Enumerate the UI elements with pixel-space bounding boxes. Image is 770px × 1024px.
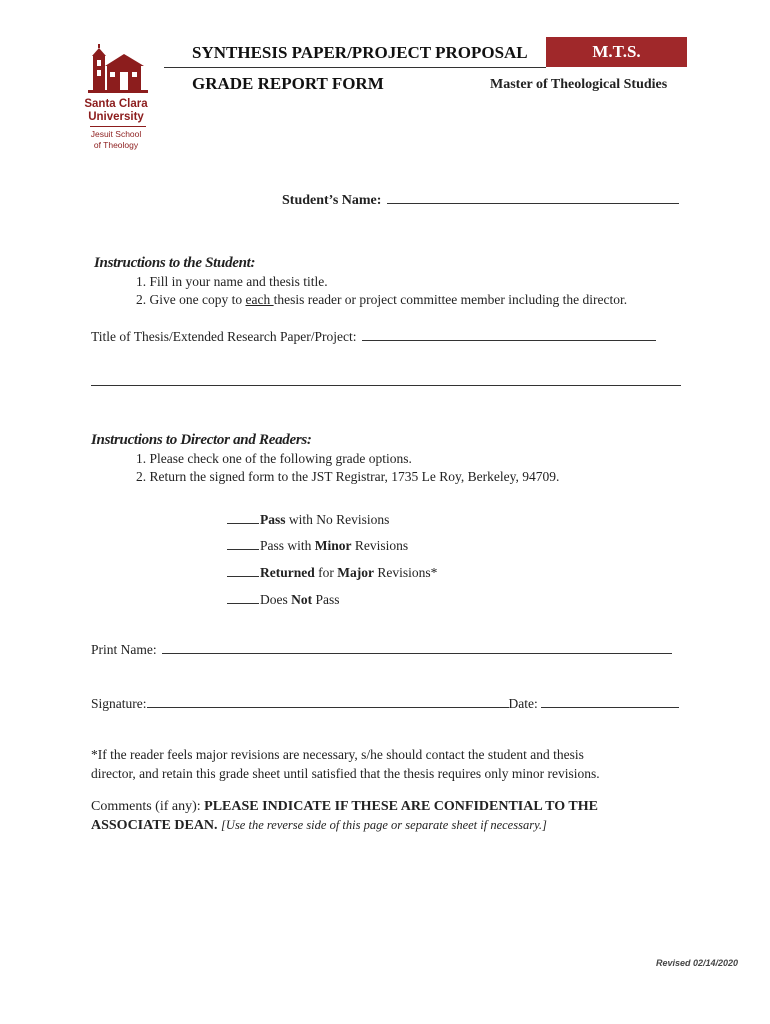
student-instruction-1: 1. Fill in your name and thesis title. [136, 274, 328, 289]
thesis-title-row [91, 329, 656, 345]
director-instructions-heading: Instructions to Director and Readers: [91, 432, 312, 448]
print-name-label: Print Name: [91, 642, 157, 657]
form-subtitle: GRADE REPORT FORM [192, 74, 384, 93]
student-instructions-heading: Instructions to the Student: [94, 255, 256, 271]
comments-line-1 [91, 799, 598, 815]
grade-check-blank[interactable] [227, 591, 259, 604]
thesis-title-field-line-2[interactable] [91, 385, 681, 386]
logo-line-3: Jesuit School [90, 129, 142, 139]
footnote-line-2: director, and retain this grade sheet until satisfied that the thesis requires only minor revisions. [91, 766, 600, 781]
signature-row [91, 696, 679, 712]
grade-check-blank[interactable] [227, 537, 259, 550]
grade-check-blank[interactable] [227, 511, 259, 524]
grade-check-blank[interactable] [227, 564, 259, 577]
comments-reverse-note: [Use the reverse side of this page or separate sheet if necessary.] [221, 818, 547, 832]
logo-line-2: University [88, 111, 144, 123]
mission-church-icon [84, 42, 156, 98]
student-instruction-2: 2. Give one copy to each thesis reader or project committee member including the director. [136, 292, 628, 307]
print-name-field[interactable] [162, 653, 672, 654]
degree-name: Master of Theological Studies [490, 77, 668, 92]
director-instruction-1: 1. Please check one of the following grade options. [136, 451, 412, 466]
comments-line-2: ASSOCIATE DEAN. [Use the reverse side of this page or separate sheet if necessary.] [91, 818, 547, 833]
director-instruction-2: 2. Return the signed form to the JST Registrar, 1735 Le Roy, Berkeley, 94709. [136, 469, 560, 484]
signature-label: Signature: [91, 696, 147, 711]
comments-confidential-note: PLEASE INDICATE IF THESE ARE CONFIDENTIAL TO THE [204, 799, 598, 814]
header-rule [164, 67, 546, 68]
grade-option-major[interactable]: Returned for Major Revisions* [227, 564, 437, 581]
university-logo [84, 42, 156, 154]
date-label: Date: [508, 696, 538, 711]
date-field[interactable] [541, 707, 679, 708]
comments-label: Comments (if any): [91, 799, 205, 814]
revision-date: Revised 02/14/2020 [656, 958, 739, 968]
student-name-label: Student’s Name: [282, 193, 382, 208]
grade-option-not-pass[interactable]: Does Not Pass [227, 591, 340, 608]
thesis-title-label: Title of Thesis/Extended Research Paper/Project: [91, 329, 357, 344]
thesis-title-field[interactable] [362, 340, 656, 341]
signature-field[interactable] [147, 707, 509, 708]
grade-option-minor[interactable]: Pass with Minor Revisions [227, 537, 408, 554]
student-name-row [282, 193, 679, 209]
mts-badge-label: M.T.S. [592, 42, 641, 61]
logo-line-1: Santa Clara [84, 98, 148, 110]
student-name-field[interactable] [387, 203, 679, 204]
logo-divider [90, 126, 146, 127]
form-title: SYNTHESIS PAPER/PROJECT PROPOSAL [192, 43, 528, 62]
footnote-line-1: *If the reader feels major revisions are necessary, s/he should contact the student and thesis [91, 747, 584, 762]
mts-badge [546, 37, 687, 67]
logo-line-4: of Theology [93, 140, 139, 150]
print-name-row [91, 642, 672, 658]
grade-option-pass[interactable]: Pass with No Revisions [227, 511, 389, 528]
